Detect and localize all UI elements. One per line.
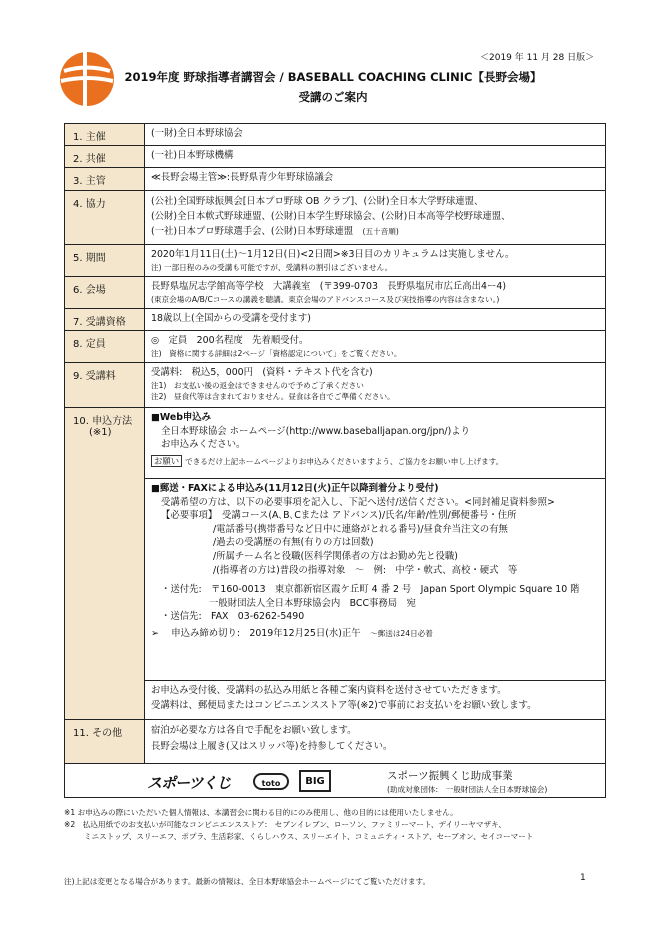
send-address: 一般財団法人全日本野球協会内 BCC事務局 宛: [209, 597, 416, 609]
row-value: [151, 366, 601, 402]
request-line: お願い できるだけ上記ホームページよりお申込みくださいますよう、ご協力をお願い申し上げます。: [151, 455, 601, 469]
page-title: 2019年度 野球指導者講習会 / BASEBALL COACHING CLINIC【長野会場】: [124, 70, 542, 84]
footnote: ※1 お申込みの際にいただいた個人情報は、本講習会に関わる目的にのみ使用し、他の目的には使用いたしません。: [64, 808, 458, 817]
requirements-line: /所属チーム名と役職(医科学関係者の方はお勤め先と役職): [213, 550, 458, 562]
row-value: [151, 411, 601, 468]
venue-note: (東京会場のA/B/Cコースの講義を聴講。東京会場のアドバンスコース及び実技指導の内容は含まない。): [151, 295, 500, 304]
fax-heading: ■郵送・FAXによる申込み(11月12日(火)正午以降到着分より受付): [151, 483, 439, 494]
footnote: ミニストップ、スリーエフ、ポプラ、生活彩家、くらしハウス、スリーエイト、コミュニティ・ストア、セーブオン、セイコーマート: [84, 832, 534, 841]
web-text: 全日本野球協会 ホームページ(http://www.baseballjapan.org/jpn/)より: [161, 425, 470, 437]
big-logo-icon: BIG: [299, 770, 331, 792]
row-eligibility: [65, 309, 605, 331]
row-label: 11. その他: [65, 720, 145, 763]
row-application: [65, 408, 605, 720]
cooperation-line: (一社)日本プロ野球選手会、(公財)日本野球連盟 (五十音順): [151, 226, 399, 237]
fee-note: 注1) お支払い後の返金はできませんので予めご了承ください: [151, 381, 364, 390]
requirements-line: /(指導者の方は)普段の指導対象 ～ 例: 中学・軟式、高校・硬式 等: [213, 564, 518, 576]
row-management: [65, 168, 605, 191]
sponsor-title: スポーツ振興くじ助成事業: [387, 770, 513, 782]
row-organizer: [65, 124, 605, 146]
fax-number: ・送信先: FAX 03-6262-5490: [161, 611, 305, 623]
capacity-note: 注) 資格に関する詳細は2ページ「資格認定について」をご覧ください。: [151, 349, 402, 358]
row-value: (一財)全日本野球協会: [151, 128, 243, 139]
divider: [145, 478, 605, 479]
footnote: ※2 払込用紙でのお支払いが可能なコンビニエンスストア: セブンイレブン、ローソン、ファミリーマート、デイリーヤマザキ、: [64, 820, 506, 829]
request-badge: お願い: [151, 455, 182, 467]
row-label: 3. 主管: [65, 168, 145, 190]
row-co-organizer: [65, 146, 605, 168]
row-period: [65, 245, 605, 277]
period-text: 2020年1月11日(土)～1月12日(日)<2日間>※3日目のカリキュラムは実施しません。: [151, 249, 515, 260]
after-text: お申込み受付後、受講料の払込み用紙と各種ご案内資料を送付させていただきます。: [151, 685, 507, 696]
info-table: [64, 123, 606, 798]
row-value: [151, 194, 601, 239]
cooperation-line: (公財)全日本軟式野球連盟、(公財)日本学生野球協会、(公財)日本高等学校野球連盟、: [151, 211, 511, 222]
row-value: 18歳以上(全国からの受講を受付ます): [151, 313, 311, 324]
row-cooperation: [65, 191, 605, 245]
row-value: [151, 334, 601, 359]
row-value: [151, 280, 601, 305]
version-date: ＜2019 年 11 月 28 日版＞: [480, 53, 595, 63]
other-text: 宿泊が必要な方は各自で手配をお願い致します。: [151, 725, 357, 736]
row-label: 2. 共催: [65, 146, 145, 167]
row-capacity: [65, 331, 605, 363]
capacity-text: ◎ 定員 200名程度 先着順受付。: [151, 335, 309, 346]
row-label: 6. 会場: [65, 277, 145, 308]
row-value: (一社)日本野球機構: [151, 150, 234, 161]
venue-text: 長野県塩尻志学館高等学校 大講義室 (〒399-0703 長野県塩尻市広丘高出4ー4): [151, 281, 507, 292]
row-fee: [65, 363, 605, 408]
row-value-mail: [151, 482, 601, 641]
after-text: 受講料は、郵便局またはコンビニエンスストア等(※2)で事前にお支払いをお願い致します。: [151, 700, 537, 711]
toto-logo-icon: toto: [253, 773, 289, 790]
row-venue: [65, 277, 605, 309]
requirements-line: 【必要事項】 受講コース(A､B､Cまたは アドバンス)/氏名/年齢/性別/郵便番号・住所: [161, 510, 517, 522]
row-label: 9. 受講料: [65, 363, 145, 407]
row-label: 4. 協力: [65, 191, 145, 244]
sports-lottery-logo: スポーツくじ: [147, 774, 231, 792]
period-note: 注) 一部日程のみの受講も可能ですが、受講料の割引はございません。: [151, 263, 393, 272]
row-label: 1. 主催: [65, 124, 145, 145]
fax-text: 受講希望の方は、以下の必要事項を記入し、下記へ送付/送信ください。<同封補足資料参照>: [161, 496, 555, 508]
row-value: ≪長野会場主管≫:長野県青少年野球協議会: [151, 172, 334, 183]
row-label: 8. 定員: [65, 331, 145, 362]
footnotes: [64, 807, 533, 843]
web-heading: ■Web申込み: [151, 412, 212, 423]
page-number: 1: [580, 873, 586, 883]
row-value: [151, 248, 601, 273]
footer-note: 注)上記は変更となる場合があります。最新の情報は、全日本野球協会ホームページにてご覧いただけます。: [64, 877, 431, 886]
page-subtitle: 受講のご案内: [298, 90, 368, 104]
other-text: 長野会場は上履き(又はスリッパ等)を持参してください。: [151, 741, 393, 752]
divider: [145, 680, 605, 681]
fee-note: 注2) 昼食代等は含まれておりません。昼食は各自でご準備ください。: [151, 392, 395, 401]
requirements-line: /電話番号(携帯番号など日中に連絡がとれる番号)/昼食弁当注文の有無: [213, 523, 508, 535]
row-other: [65, 720, 605, 764]
row-value-after: [151, 683, 601, 713]
cooperation-line: (公社)全国野球振興会[日本プロ野球 OB クラブ]、(公財)全日本大学野球連盟、: [151, 196, 484, 207]
fee-text: 受講料: 税込5，000円 (資料・テキスト代を含む): [151, 367, 373, 378]
row-label: 5. 期間: [65, 245, 145, 276]
deadline: ➢ 申込み締め切り: 2019年12月25日(水)正午 ～郵送は24日必着: [151, 627, 433, 639]
row-label: 10. 申込方法 (※1): [65, 408, 145, 719]
row-label: 7. 受講資格: [65, 309, 145, 330]
sponsor-subtitle: (助成対象団体: 一般財団法人全日本野球協会): [387, 785, 548, 794]
row-value: [151, 723, 601, 755]
requirements-line: /過去の受講歴の有無(有りの方は回数): [213, 537, 374, 549]
web-text: お申込みください。: [161, 439, 246, 451]
send-address: ・送付先: 〒160-0013 東京都新宿区霞ケ丘町 4 番 2 号 Japan Sport Olympic Square 10 階: [161, 584, 580, 596]
sponsor-area: [65, 764, 605, 798]
